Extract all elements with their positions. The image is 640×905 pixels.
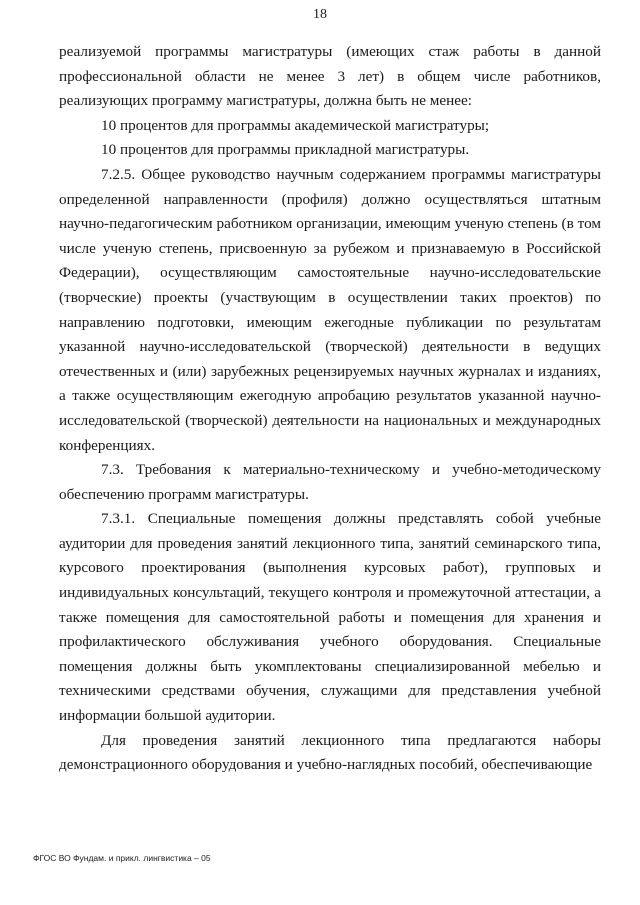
- page-footer: ФГОС ВО Фундам. и прикл. лингвистика – 05: [33, 853, 211, 863]
- paragraph-7-3: 7.3. Требования к материально-техническому и учебно-методическому обеспечению программ магистратуры.: [59, 461, 601, 503]
- page-number: 18: [313, 7, 327, 22]
- paragraph-applied-percent: 10 процентов для программы прикладной магистратуры.: [101, 141, 470, 159]
- paragraph-continuation: реализуемой программы магистратуры (имеющих стаж работы в данной профессиональной области не менее 3 лет) в общем числе работников, реализующих программу магистратуры, должна быть не менее:: [59, 43, 601, 110]
- paragraph-academic-percent: 10 процентов для программы академической магистратуры;: [101, 116, 490, 134]
- paragraph-lecture-equipment: Для проведения занятий лекционного типа предлагаются наборы демонстрационного оборудования и учебно-наглядных пособий, обеспечивающие: [59, 731, 601, 774]
- document-body: [59, 40, 601, 778]
- paragraph-7-3-1: 7.3.1. Специальные помещения должны представлять собой учебные аудитории для проведения занятий лекционного типа, занятий семинарского типа, курсового проектирования (выполнения курсовых работ), групповых и индивидуальных консультаций, текущего контроля и промежуточной аттестации, а также помещения для самостоятельной работы и помещения для хранения и профилактического обслуживания учебного оборудования. Специальные помещения должны быть укомплектованы специализированной мебелью и техническими средствами обучения, служащими для представления учебной информации большой аудитории.: [59, 510, 601, 725]
- paragraph-7-2-5: 7.2.5. Общее руководство научным содержанием программы магистратуры определенной направленности (профиля) должно осуществляться штатным научно-педагогическим работником организации, имеющим ученую степень (в том числе ученую степень, присвоенную за рубежом и признаваемую в Российской Федерации), осуществляющим самостоятельные научно-исследовательские (творческие) проекты (участвующим в осуществлении таких проектов) по направлению подготовки, имеющим ежегодные публикации по результатам указанной научно-исследовательской (творческой) деятельности в ведущих отечественных и (или) зарубежных рецензируемых научных журналах и изданиях, а также осуществляющим ежегодную апробацию результатов указанной научно-исследовательской (творческой) деятельности на национальных и международных конференциях.: [59, 165, 601, 454]
